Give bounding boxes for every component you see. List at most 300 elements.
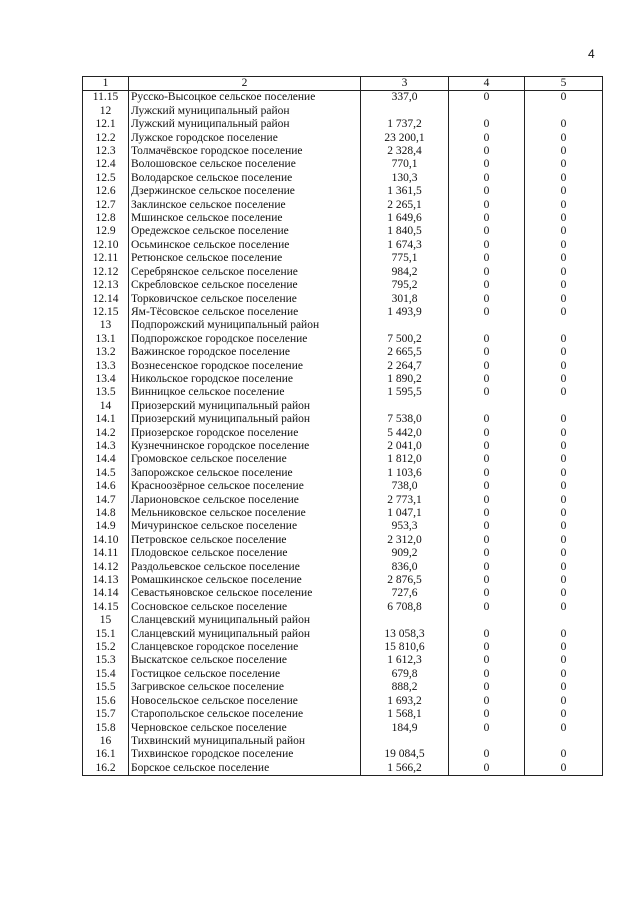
amount-column-5: 0 bbox=[525, 574, 603, 587]
amount-column-4: 0 bbox=[449, 199, 525, 212]
municipality-name: Подпорожский муниципальный район bbox=[129, 319, 361, 332]
row-number: 13.4 bbox=[83, 373, 129, 386]
amount-column-5: 0 bbox=[525, 413, 603, 426]
amount-column-5: 0 bbox=[525, 722, 603, 735]
table-row bbox=[83, 333, 603, 346]
amount-column-5: 0 bbox=[525, 266, 603, 279]
row-number: 14.3 bbox=[83, 440, 129, 453]
amount-column-4: 0 bbox=[449, 534, 525, 547]
amount-column-4: 0 bbox=[449, 722, 525, 735]
amount-column-5: 0 bbox=[525, 587, 603, 600]
row-number: 14.6 bbox=[83, 480, 129, 493]
amount-column-5 bbox=[525, 105, 603, 118]
amount-column-4: 0 bbox=[449, 252, 525, 265]
amount-column-5: 0 bbox=[525, 628, 603, 641]
amount-column-5: 0 bbox=[525, 91, 603, 105]
municipality-name: Тихвинское городское поселение bbox=[129, 748, 361, 761]
table-row bbox=[83, 360, 603, 373]
amount-column-4: 0 bbox=[449, 641, 525, 654]
amount-column-4 bbox=[449, 319, 525, 332]
table-row bbox=[83, 91, 603, 105]
amount-column-4: 0 bbox=[449, 601, 525, 614]
amount-column-4: 0 bbox=[449, 333, 525, 346]
table-row bbox=[83, 668, 603, 681]
table-row bbox=[83, 118, 603, 131]
amount-column-3: 2 665,5 bbox=[361, 346, 449, 359]
amount-column-5: 0 bbox=[525, 172, 603, 185]
table-row bbox=[83, 293, 603, 306]
municipality-name: Сланцевский муниципальный район bbox=[129, 628, 361, 641]
amount-column-3: 1 595,5 bbox=[361, 386, 449, 399]
table-row bbox=[83, 467, 603, 480]
row-number: 16.1 bbox=[83, 748, 129, 761]
amount-column-3: 1 890,2 bbox=[361, 373, 449, 386]
table-row bbox=[83, 239, 603, 252]
amount-column-4: 0 bbox=[449, 239, 525, 252]
table-row bbox=[83, 279, 603, 292]
row-number: 12 bbox=[83, 105, 129, 118]
amount-column-3: 795,2 bbox=[361, 279, 449, 292]
amount-column-3: 909,2 bbox=[361, 547, 449, 560]
column-header-3: 3 bbox=[361, 77, 449, 91]
municipality-name: Петровское сельское поселение bbox=[129, 534, 361, 547]
table-row bbox=[83, 306, 603, 319]
table-row bbox=[83, 695, 603, 708]
amount-column-4: 0 bbox=[449, 185, 525, 198]
amount-column-5: 0 bbox=[525, 654, 603, 667]
table-row bbox=[83, 601, 603, 614]
row-number: 15.2 bbox=[83, 641, 129, 654]
municipality-name: Ретюнское сельское поселение bbox=[129, 252, 361, 265]
row-number: 16 bbox=[83, 735, 129, 748]
municipality-name: Мельниковское сельское поселение bbox=[129, 507, 361, 520]
amount-column-5: 0 bbox=[525, 681, 603, 694]
table-row bbox=[83, 105, 603, 118]
municipality-name: Серебрянское сельское поселение bbox=[129, 266, 361, 279]
row-number: 14.14 bbox=[83, 587, 129, 600]
table-body bbox=[83, 91, 603, 776]
municipality-name: Торковичское сельское поселение bbox=[129, 293, 361, 306]
table-row bbox=[83, 748, 603, 761]
table-row bbox=[83, 587, 603, 600]
amount-column-3: 2 264,7 bbox=[361, 360, 449, 373]
column-header-1: 1 bbox=[83, 77, 129, 91]
row-number: 14.1 bbox=[83, 413, 129, 426]
amount-column-5: 0 bbox=[525, 641, 603, 654]
row-number: 16.2 bbox=[83, 762, 129, 776]
amount-column-5: 0 bbox=[525, 199, 603, 212]
municipality-name: Лужский муниципальный район bbox=[129, 118, 361, 131]
row-number: 12.13 bbox=[83, 279, 129, 292]
municipality-name: Сланцевский муниципальный район bbox=[129, 614, 361, 627]
row-number: 14.12 bbox=[83, 561, 129, 574]
municipality-name: Ларионовское сельское поселение bbox=[129, 494, 361, 507]
amount-column-3: 984,2 bbox=[361, 266, 449, 279]
amount-column-4: 0 bbox=[449, 360, 525, 373]
table-row bbox=[83, 574, 603, 587]
municipality-name: Заклинское сельское поселение bbox=[129, 199, 361, 212]
row-number: 15.5 bbox=[83, 681, 129, 694]
row-number: 14.8 bbox=[83, 507, 129, 520]
amount-column-4: 0 bbox=[449, 346, 525, 359]
municipality-name: Лужское городское поселение bbox=[129, 132, 361, 145]
amount-column-5: 0 bbox=[525, 118, 603, 131]
municipality-name: Дзержинское сельское поселение bbox=[129, 185, 361, 198]
table-row bbox=[83, 762, 603, 776]
table-row bbox=[83, 427, 603, 440]
amount-column-5 bbox=[525, 735, 603, 748]
amount-column-4: 0 bbox=[449, 440, 525, 453]
municipality-name: Володарское сельское поселение bbox=[129, 172, 361, 185]
amount-column-5 bbox=[525, 400, 603, 413]
row-number: 14.4 bbox=[83, 453, 129, 466]
row-number: 14.15 bbox=[83, 601, 129, 614]
amount-column-4: 0 bbox=[449, 172, 525, 185]
amount-column-5: 0 bbox=[525, 467, 603, 480]
amount-column-4: 0 bbox=[449, 373, 525, 386]
amount-column-4: 0 bbox=[449, 306, 525, 319]
amount-column-3: 738,0 bbox=[361, 480, 449, 493]
table-row bbox=[83, 225, 603, 238]
amount-column-5: 0 bbox=[525, 762, 603, 776]
table-row bbox=[83, 440, 603, 453]
amount-column-4: 0 bbox=[449, 668, 525, 681]
amount-column-3: 727,6 bbox=[361, 587, 449, 600]
table-row bbox=[83, 172, 603, 185]
row-number: 12.1 bbox=[83, 118, 129, 131]
row-number: 11.15 bbox=[83, 91, 129, 105]
table-row bbox=[83, 185, 603, 198]
amount-column-3: 1 674,3 bbox=[361, 239, 449, 252]
amount-column-4: 0 bbox=[449, 681, 525, 694]
amount-column-4: 0 bbox=[449, 762, 525, 776]
row-number: 12.10 bbox=[83, 239, 129, 252]
municipality-name: Кузнечнинское городское поселение bbox=[129, 440, 361, 453]
row-number: 12.7 bbox=[83, 199, 129, 212]
table-row bbox=[83, 614, 603, 627]
row-number: 15 bbox=[83, 614, 129, 627]
amount-column-3: 130,3 bbox=[361, 172, 449, 185]
amount-column-3 bbox=[361, 105, 449, 118]
municipality-name: Запорожское сельское поселение bbox=[129, 467, 361, 480]
amount-column-3: 13 058,3 bbox=[361, 628, 449, 641]
amount-column-3: 770,1 bbox=[361, 158, 449, 171]
amount-column-4: 0 bbox=[449, 91, 525, 105]
amount-column-3: 1 612,3 bbox=[361, 654, 449, 667]
municipality-name: Подпорожское городское поселение bbox=[129, 333, 361, 346]
amount-column-3 bbox=[361, 400, 449, 413]
row-number: 15.7 bbox=[83, 708, 129, 721]
row-number: 13.1 bbox=[83, 333, 129, 346]
allocation-table bbox=[82, 76, 603, 776]
row-number: 15.6 bbox=[83, 695, 129, 708]
amount-column-3 bbox=[361, 319, 449, 332]
amount-column-5: 0 bbox=[525, 480, 603, 493]
row-number: 14.13 bbox=[83, 574, 129, 587]
amount-column-5: 0 bbox=[525, 346, 603, 359]
amount-column-3: 775,1 bbox=[361, 252, 449, 265]
amount-column-5: 0 bbox=[525, 212, 603, 225]
amount-column-5: 0 bbox=[525, 748, 603, 761]
table-row bbox=[83, 158, 603, 171]
municipality-name: Сланцевское городское поселение bbox=[129, 641, 361, 654]
amount-column-3: 888,2 bbox=[361, 681, 449, 694]
amount-column-4 bbox=[449, 735, 525, 748]
table-row bbox=[83, 681, 603, 694]
amount-column-4 bbox=[449, 614, 525, 627]
amount-column-4: 0 bbox=[449, 118, 525, 131]
amount-column-4 bbox=[449, 400, 525, 413]
municipality-name: Важинское городское поселение bbox=[129, 346, 361, 359]
row-number: 14 bbox=[83, 400, 129, 413]
amount-column-4: 0 bbox=[449, 480, 525, 493]
amount-column-5: 0 bbox=[525, 145, 603, 158]
row-number: 12.3 bbox=[83, 145, 129, 158]
row-number: 12.6 bbox=[83, 185, 129, 198]
amount-column-3: 679,8 bbox=[361, 668, 449, 681]
amount-column-3: 1 568,1 bbox=[361, 708, 449, 721]
amount-column-5: 0 bbox=[525, 695, 603, 708]
row-number: 13.2 bbox=[83, 346, 129, 359]
amount-column-3: 301,8 bbox=[361, 293, 449, 306]
row-number: 13 bbox=[83, 319, 129, 332]
row-number: 14.2 bbox=[83, 427, 129, 440]
table-row bbox=[83, 480, 603, 493]
municipality-name: Раздольевское сельское поселение bbox=[129, 561, 361, 574]
amount-column-3: 5 442,0 bbox=[361, 427, 449, 440]
municipality-name: Ям-Тёсовское сельское поселение bbox=[129, 306, 361, 319]
table-row bbox=[83, 654, 603, 667]
municipality-name: Тихвинский муниципальный район bbox=[129, 735, 361, 748]
amount-column-3: 15 810,6 bbox=[361, 641, 449, 654]
table-row bbox=[83, 319, 603, 332]
amount-column-3: 1 840,5 bbox=[361, 225, 449, 238]
row-number: 12.15 bbox=[83, 306, 129, 319]
amount-column-4: 0 bbox=[449, 279, 525, 292]
amount-column-5: 0 bbox=[525, 306, 603, 319]
municipality-name: Лужский муниципальный район bbox=[129, 105, 361, 118]
table-row bbox=[83, 145, 603, 158]
amount-column-4: 0 bbox=[449, 708, 525, 721]
municipality-name: Новосельское сельское поселение bbox=[129, 695, 361, 708]
amount-column-5: 0 bbox=[525, 453, 603, 466]
municipality-name: Громовское сельское поселение bbox=[129, 453, 361, 466]
amount-column-3: 2 773,1 bbox=[361, 494, 449, 507]
table-row bbox=[83, 386, 603, 399]
amount-column-5: 0 bbox=[525, 373, 603, 386]
amount-column-5 bbox=[525, 319, 603, 332]
municipality-name: Гостицкое сельское поселение bbox=[129, 668, 361, 681]
amount-column-5: 0 bbox=[525, 507, 603, 520]
amount-column-4: 0 bbox=[449, 561, 525, 574]
municipality-name: Толмачёвское городское поселение bbox=[129, 145, 361, 158]
amount-column-4: 0 bbox=[449, 748, 525, 761]
table-row bbox=[83, 722, 603, 735]
page-number: 4 bbox=[588, 47, 595, 61]
amount-column-5 bbox=[525, 614, 603, 627]
municipality-name: Мичуринское сельское поселение bbox=[129, 520, 361, 533]
amount-column-3: 1 493,9 bbox=[361, 306, 449, 319]
table-row bbox=[83, 252, 603, 265]
amount-column-3: 2 041,0 bbox=[361, 440, 449, 453]
amount-column-4: 0 bbox=[449, 494, 525, 507]
amount-column-5: 0 bbox=[525, 601, 603, 614]
row-number: 12.9 bbox=[83, 225, 129, 238]
amount-column-3: 337,0 bbox=[361, 91, 449, 105]
amount-column-3: 2 876,5 bbox=[361, 574, 449, 587]
amount-column-5: 0 bbox=[525, 185, 603, 198]
amount-column-4: 0 bbox=[449, 587, 525, 600]
amount-column-5: 0 bbox=[525, 333, 603, 346]
amount-column-5: 0 bbox=[525, 708, 603, 721]
row-number: 15.1 bbox=[83, 628, 129, 641]
amount-column-4: 0 bbox=[449, 413, 525, 426]
municipality-name: Приозерский муниципальный район bbox=[129, 413, 361, 426]
row-number: 12.5 bbox=[83, 172, 129, 185]
amount-column-4: 0 bbox=[449, 386, 525, 399]
table-row bbox=[83, 373, 603, 386]
amount-column-3: 2 265,1 bbox=[361, 199, 449, 212]
table-row bbox=[83, 266, 603, 279]
row-number: 15.8 bbox=[83, 722, 129, 735]
amount-column-5: 0 bbox=[525, 547, 603, 560]
amount-column-3: 953,3 bbox=[361, 520, 449, 533]
table-row bbox=[83, 346, 603, 359]
municipality-name: Приозерский муниципальный район bbox=[129, 400, 361, 413]
amount-column-3 bbox=[361, 614, 449, 627]
amount-column-4: 0 bbox=[449, 695, 525, 708]
amount-column-4: 0 bbox=[449, 453, 525, 466]
amount-column-3: 7 538,0 bbox=[361, 413, 449, 426]
row-number: 13.3 bbox=[83, 360, 129, 373]
row-number: 12.8 bbox=[83, 212, 129, 225]
table-row bbox=[83, 453, 603, 466]
amount-column-5: 0 bbox=[525, 427, 603, 440]
table-row bbox=[83, 641, 603, 654]
amount-column-4: 0 bbox=[449, 158, 525, 171]
amount-column-4: 0 bbox=[449, 145, 525, 158]
amount-column-4: 0 bbox=[449, 628, 525, 641]
amount-column-3: 23 200,1 bbox=[361, 132, 449, 145]
municipality-name: Загривское сельское поселение bbox=[129, 681, 361, 694]
amount-column-5: 0 bbox=[525, 158, 603, 171]
amount-column-3 bbox=[361, 735, 449, 748]
table-row bbox=[83, 413, 603, 426]
amount-column-5: 0 bbox=[525, 386, 603, 399]
row-number: 13.5 bbox=[83, 386, 129, 399]
municipality-name: Плодовское сельское поселение bbox=[129, 547, 361, 560]
column-header-2: 2 bbox=[129, 77, 361, 91]
municipality-name: Приозерское городское поселение bbox=[129, 427, 361, 440]
table-row bbox=[83, 628, 603, 641]
table-header-row bbox=[83, 77, 603, 91]
amount-column-4: 0 bbox=[449, 212, 525, 225]
amount-column-4: 0 bbox=[449, 467, 525, 480]
amount-column-3: 1 649,6 bbox=[361, 212, 449, 225]
amount-column-5: 0 bbox=[525, 252, 603, 265]
amount-column-4: 0 bbox=[449, 225, 525, 238]
row-number: 14.11 bbox=[83, 547, 129, 560]
amount-column-4: 0 bbox=[449, 507, 525, 520]
municipality-name: Оредежское сельское поселение bbox=[129, 225, 361, 238]
row-number: 12.4 bbox=[83, 158, 129, 171]
amount-column-5: 0 bbox=[525, 132, 603, 145]
table-row bbox=[83, 212, 603, 225]
amount-column-5: 0 bbox=[525, 440, 603, 453]
municipality-name: Черновское сельское поселение bbox=[129, 722, 361, 735]
table-row bbox=[83, 735, 603, 748]
municipality-name: Старопольское сельское поселение bbox=[129, 708, 361, 721]
row-number: 12.14 bbox=[83, 293, 129, 306]
amount-column-3: 836,0 bbox=[361, 561, 449, 574]
amount-column-4: 0 bbox=[449, 574, 525, 587]
table-row bbox=[83, 708, 603, 721]
table-row bbox=[83, 494, 603, 507]
amount-column-3: 184,9 bbox=[361, 722, 449, 735]
amount-column-4: 0 bbox=[449, 293, 525, 306]
amount-column-4: 0 bbox=[449, 266, 525, 279]
amount-column-5: 0 bbox=[525, 293, 603, 306]
amount-column-4: 0 bbox=[449, 547, 525, 560]
row-number: 14.10 bbox=[83, 534, 129, 547]
table-row bbox=[83, 547, 603, 560]
municipality-name: Борское сельское поселение bbox=[129, 762, 361, 776]
amount-column-4: 0 bbox=[449, 132, 525, 145]
municipality-name: Выскатское сельское поселение bbox=[129, 654, 361, 667]
table-row bbox=[83, 520, 603, 533]
table-row bbox=[83, 507, 603, 520]
amount-column-5: 0 bbox=[525, 239, 603, 252]
municipality-name: Красноозёрное сельское поселение bbox=[129, 480, 361, 493]
amount-column-5: 0 bbox=[525, 360, 603, 373]
row-number: 15.3 bbox=[83, 654, 129, 667]
amount-column-5: 0 bbox=[525, 279, 603, 292]
amount-column-4: 0 bbox=[449, 427, 525, 440]
municipality-name: Волошовское сельское поселение bbox=[129, 158, 361, 171]
amount-column-3: 1 693,2 bbox=[361, 695, 449, 708]
row-number: 12.11 bbox=[83, 252, 129, 265]
municipality-name: Никольское городское поселение bbox=[129, 373, 361, 386]
amount-column-3: 1 103,6 bbox=[361, 467, 449, 480]
municipality-name: Осьминское сельское поселение bbox=[129, 239, 361, 252]
amount-column-3: 1 047,1 bbox=[361, 507, 449, 520]
row-number: 12.2 bbox=[83, 132, 129, 145]
amount-column-5: 0 bbox=[525, 668, 603, 681]
amount-column-5: 0 bbox=[525, 534, 603, 547]
amount-column-5: 0 bbox=[525, 225, 603, 238]
amount-column-3: 19 084,5 bbox=[361, 748, 449, 761]
municipality-name: Русско-Высоцкое сельское поселение bbox=[129, 91, 361, 105]
amount-column-5: 0 bbox=[525, 494, 603, 507]
municipality-name: Скребловское сельское поселение bbox=[129, 279, 361, 292]
municipality-name: Винницкое сельское поселение bbox=[129, 386, 361, 399]
amount-column-3: 2 312,0 bbox=[361, 534, 449, 547]
row-number: 14.9 bbox=[83, 520, 129, 533]
amount-column-3: 7 500,2 bbox=[361, 333, 449, 346]
amount-column-5: 0 bbox=[525, 520, 603, 533]
amount-column-3: 1 812,0 bbox=[361, 453, 449, 466]
row-number: 14.5 bbox=[83, 467, 129, 480]
municipality-name: Мшинское сельское поселение bbox=[129, 212, 361, 225]
municipality-name: Сосновское сельское поселение bbox=[129, 601, 361, 614]
table-row bbox=[83, 400, 603, 413]
amount-column-3: 1 361,5 bbox=[361, 185, 449, 198]
table-row bbox=[83, 534, 603, 547]
amount-column-3: 1 566,2 bbox=[361, 762, 449, 776]
table-row bbox=[83, 199, 603, 212]
amount-column-5: 0 bbox=[525, 561, 603, 574]
column-header-4: 4 bbox=[449, 77, 525, 91]
